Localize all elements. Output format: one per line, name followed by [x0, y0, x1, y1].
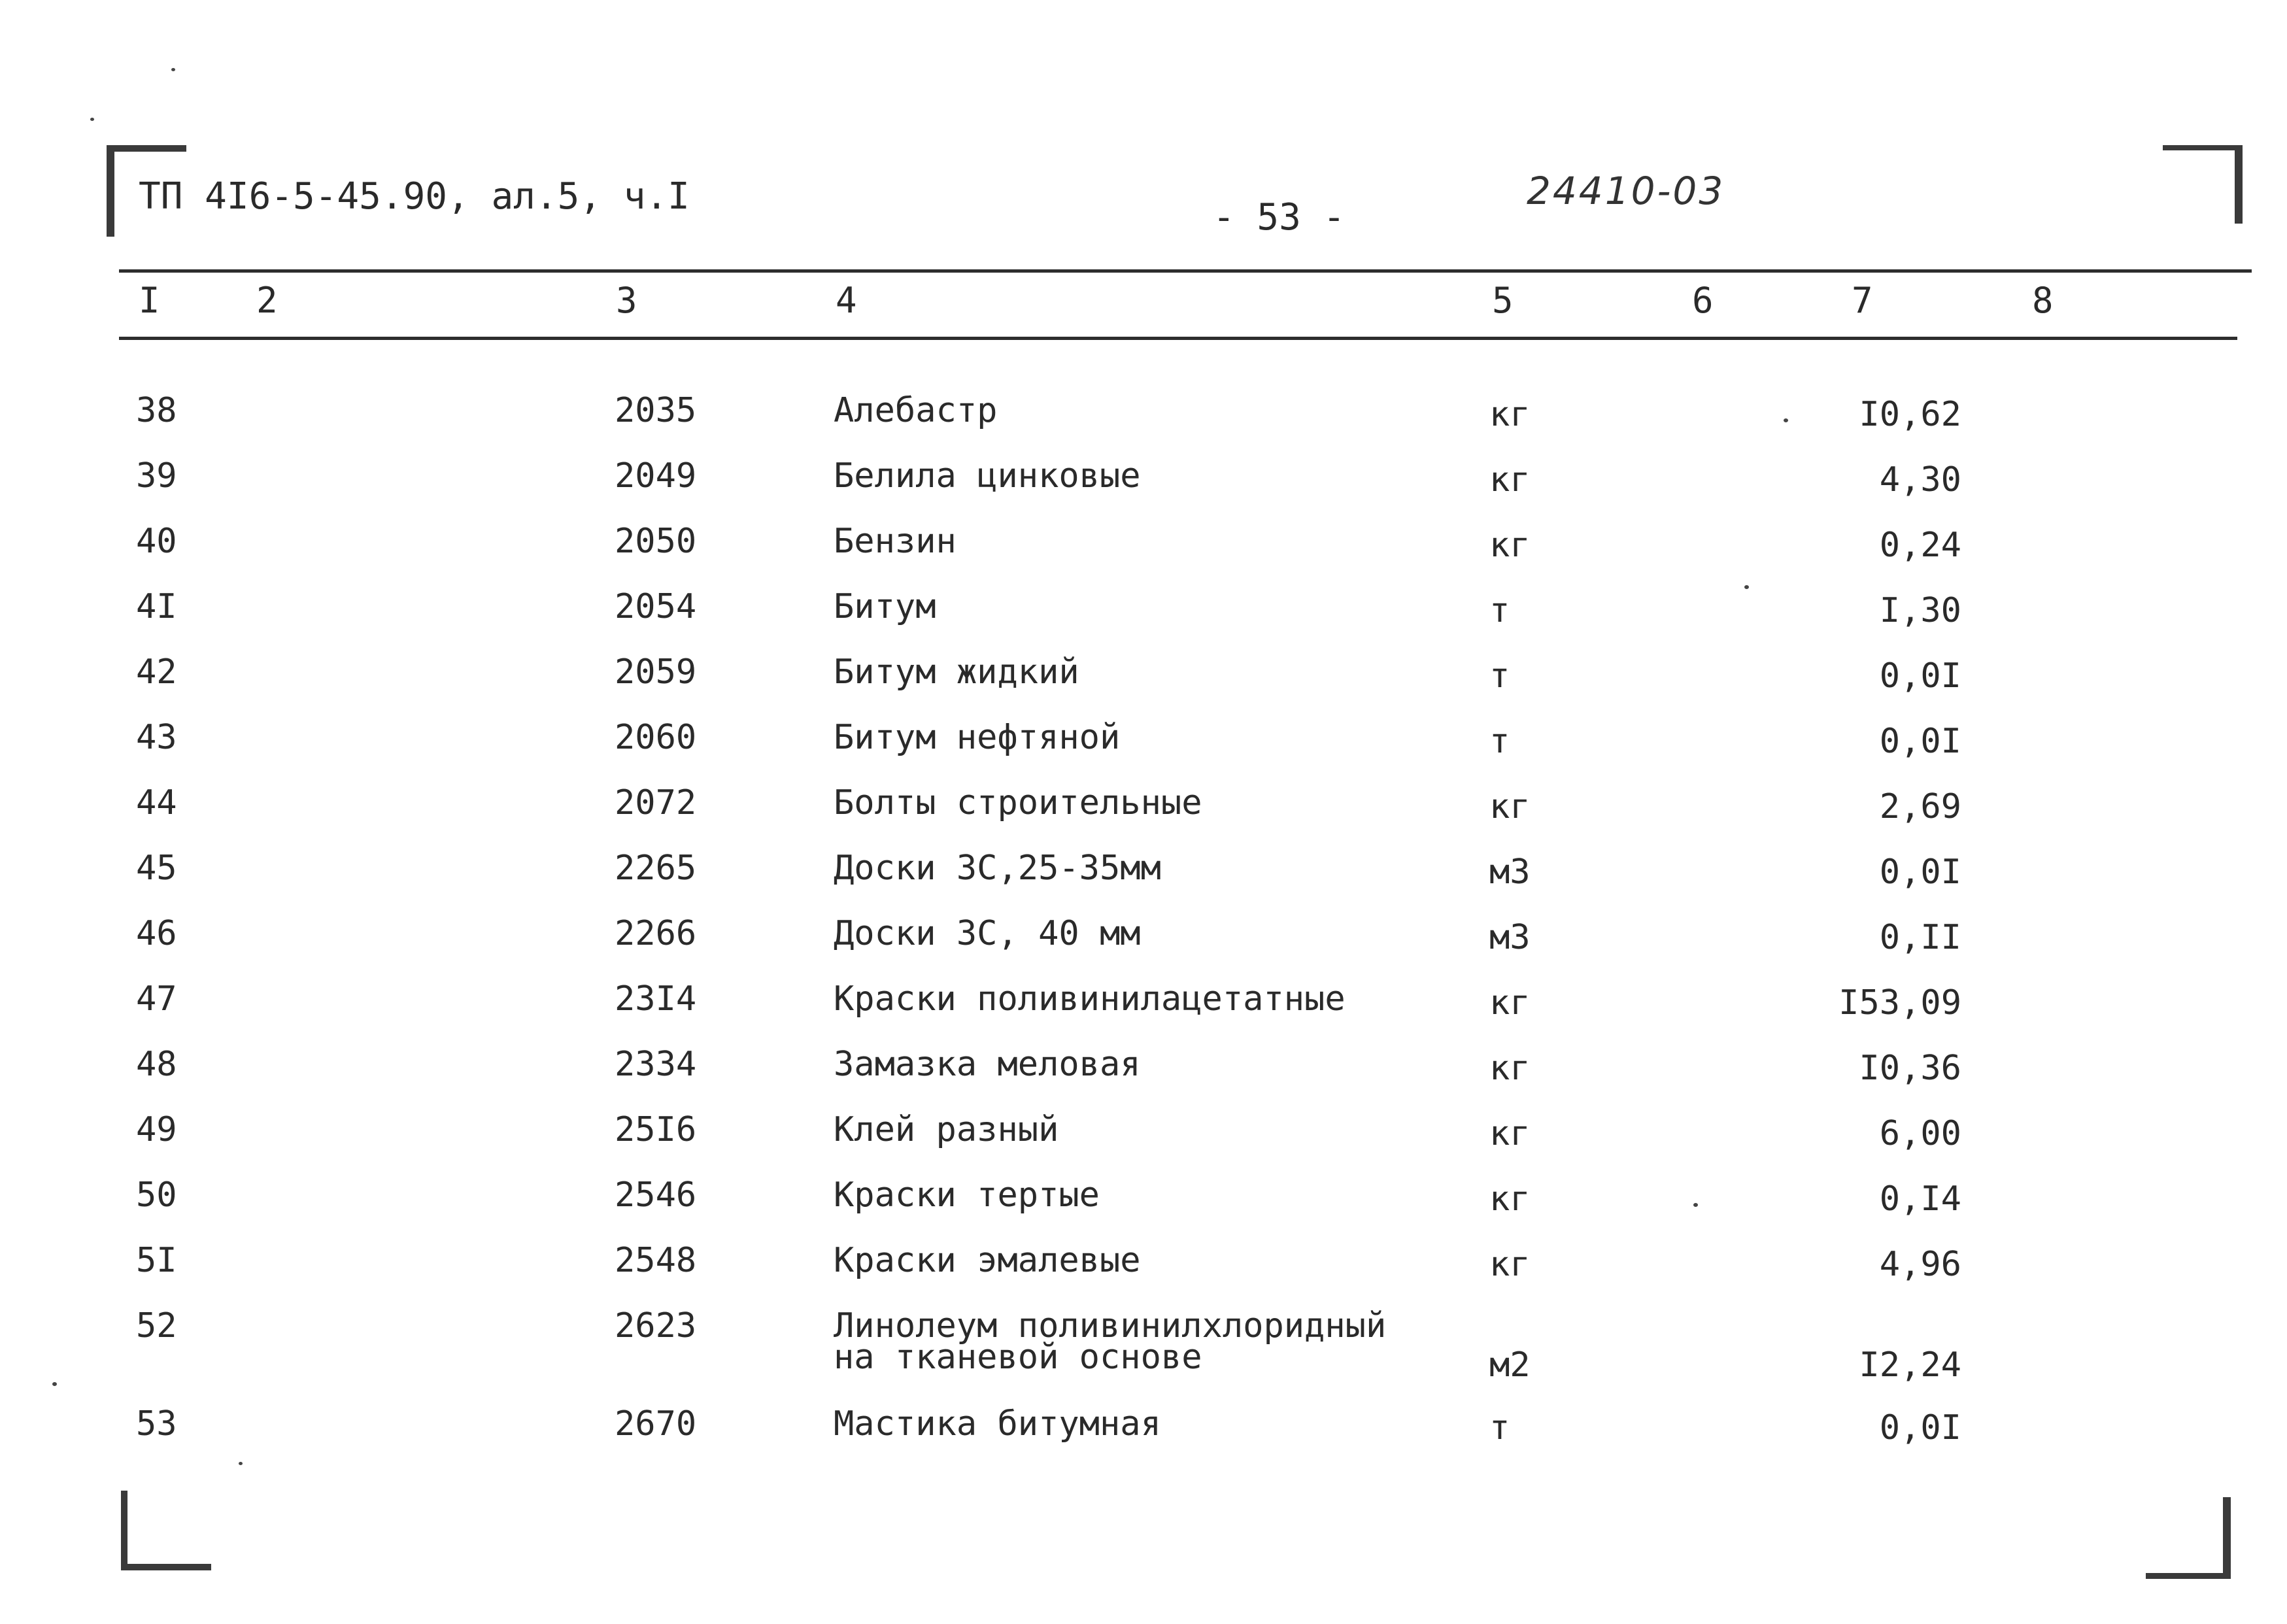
- material-name: Белила цинковые: [834, 456, 1141, 496]
- page-number: - 53 -: [1213, 196, 1346, 239]
- table-row: [0, 587, 2287, 652]
- row-number: 50: [136, 1176, 177, 1215]
- material-name: Доски 3С, 40 мм: [834, 914, 1141, 953]
- table-row: [0, 1176, 2287, 1241]
- scan-speck: [1744, 585, 1749, 589]
- table-row: [0, 849, 2287, 914]
- column-header-4: 4: [836, 280, 857, 321]
- scan-speck: [1693, 1203, 1698, 1207]
- quantity: I53,09: [1838, 983, 1961, 1023]
- material-code: 2265: [615, 849, 697, 888]
- column-header-8: 8: [2032, 280, 2054, 321]
- corner-bracket-top-right: [2163, 145, 2243, 224]
- material-code: 2059: [615, 652, 697, 692]
- material-name: Болты строительные: [834, 783, 1202, 822]
- unit: т: [1489, 591, 1510, 630]
- material-code: 25I6: [615, 1110, 697, 1149]
- scan-speck: [52, 1382, 57, 1386]
- table-row: [0, 1241, 2287, 1306]
- handwritten-code: 24410-03: [1527, 169, 1725, 213]
- row-number: 52: [136, 1306, 177, 1345]
- unit: кг: [1489, 1179, 1531, 1219]
- row-number: 38: [136, 391, 177, 430]
- table-row: [0, 1306, 2287, 1404]
- material-name: Битум: [834, 587, 936, 626]
- row-number: 46: [136, 914, 177, 953]
- table-row: [0, 1110, 2287, 1176]
- material-name: Краски поливинилацетатные: [834, 979, 1346, 1019]
- table-row: [0, 1045, 2287, 1110]
- quantity: 0,24: [1879, 526, 1961, 565]
- material-code: 2049: [615, 456, 697, 496]
- material-name: Краски тертые: [834, 1176, 1100, 1215]
- table-row: [0, 652, 2287, 718]
- material-code: 2266: [615, 914, 697, 953]
- unit: кг: [1489, 526, 1531, 565]
- scan-speck: [1784, 418, 1788, 422]
- unit: т: [1489, 656, 1510, 696]
- unit: кг: [1489, 787, 1531, 826]
- material-name: Доски 3С,25-35мм: [834, 849, 1161, 888]
- row-number: 47: [136, 979, 177, 1019]
- column-header-2: 2: [256, 280, 278, 321]
- material-code: 2334: [615, 1045, 697, 1084]
- column-header-7: 7: [1852, 280, 1873, 321]
- material-name: Битум нефтяной: [834, 718, 1121, 757]
- quantity: 2,69: [1879, 787, 1961, 826]
- material-name: Замазка меловая: [834, 1045, 1141, 1084]
- material-code: 2623: [615, 1306, 697, 1345]
- column-header-5: 5: [1492, 280, 1514, 321]
- table-row: [0, 522, 2287, 587]
- material-code: 2548: [615, 1241, 697, 1280]
- unit: т: [1489, 722, 1510, 761]
- table-row: [0, 456, 2287, 522]
- table-row: [0, 718, 2287, 783]
- material-code: 2072: [615, 783, 697, 822]
- material-name: Алебастр: [834, 391, 998, 430]
- header-bottom-rule: [119, 337, 2237, 340]
- unit: м2: [1489, 1345, 1531, 1385]
- quantity: 0,0I: [1879, 722, 1961, 761]
- material-name: Мастика битумная: [834, 1404, 1161, 1444]
- scan-speck: [171, 68, 175, 71]
- quantity: I0,62: [1859, 395, 1961, 434]
- quantity: 0,0I: [1879, 1408, 1961, 1447]
- header-top-rule: [119, 269, 2252, 273]
- material-name: Линолеум поливинилхлоридный: [834, 1306, 1387, 1345]
- row-number: 48: [136, 1045, 177, 1084]
- quantity: I0,36: [1859, 1049, 1961, 1088]
- material-name: Клей разный: [834, 1110, 1059, 1149]
- quantity: 0,I4: [1879, 1179, 1961, 1219]
- material-code: 2546: [615, 1176, 697, 1215]
- material-name: Битум жидкий: [834, 652, 1079, 692]
- row-number: 53: [136, 1404, 177, 1444]
- row-number: 5I: [136, 1241, 177, 1280]
- row-number: 44: [136, 783, 177, 822]
- row-number: 39: [136, 456, 177, 496]
- scan-speck: [90, 118, 94, 121]
- material-code: 2035: [615, 391, 697, 430]
- unit: кг: [1489, 1114, 1531, 1153]
- column-header-6: 6: [1692, 280, 1714, 321]
- quantity: 0,II: [1879, 918, 1961, 957]
- material-name: Краски эмалевые: [834, 1241, 1141, 1280]
- quantity: 4,96: [1879, 1245, 1961, 1284]
- material-code: 2060: [615, 718, 697, 757]
- unit: кг: [1489, 983, 1531, 1023]
- document-reference: ТП 4I6-5-45.90, ал.5, ч.I: [139, 175, 690, 218]
- material-code: 2670: [615, 1404, 697, 1444]
- quantity: I2,24: [1859, 1345, 1961, 1385]
- table-row: [0, 783, 2287, 849]
- scan-speck: [239, 1462, 243, 1465]
- column-header-1: I: [139, 280, 160, 321]
- row-number: 49: [136, 1110, 177, 1149]
- quantity: 0,0I: [1879, 853, 1961, 892]
- unit: м3: [1489, 918, 1531, 957]
- material-code: 2054: [615, 587, 697, 626]
- material-name: Бензин: [834, 522, 957, 561]
- row-number: 45: [136, 849, 177, 888]
- corner-bracket-bottom-left: [121, 1491, 211, 1570]
- unit: т: [1489, 1408, 1510, 1447]
- material-code: 2050: [615, 522, 697, 561]
- table-row: [0, 914, 2287, 979]
- table-row: [0, 979, 2287, 1045]
- unit: кг: [1489, 1245, 1531, 1284]
- material-name-line-2: на тканевой основе: [834, 1338, 1202, 1377]
- unit: кг: [1489, 460, 1531, 499]
- table-row: [0, 1404, 2287, 1470]
- row-number: 4I: [136, 587, 177, 626]
- unit: кг: [1489, 395, 1531, 434]
- material-code: 23I4: [615, 979, 697, 1019]
- quantity: 0,0I: [1879, 656, 1961, 696]
- quantity: I,30: [1879, 591, 1961, 630]
- quantity: 6,00: [1879, 1114, 1961, 1153]
- column-header-3: 3: [616, 280, 637, 321]
- corner-bracket-bottom-right: [2146, 1497, 2231, 1579]
- row-number: 42: [136, 652, 177, 692]
- unit: кг: [1489, 1049, 1531, 1088]
- quantity: 4,30: [1879, 460, 1961, 499]
- row-number: 40: [136, 522, 177, 561]
- unit: м3: [1489, 853, 1531, 892]
- table-row: [0, 391, 2287, 456]
- row-number: 43: [136, 718, 177, 757]
